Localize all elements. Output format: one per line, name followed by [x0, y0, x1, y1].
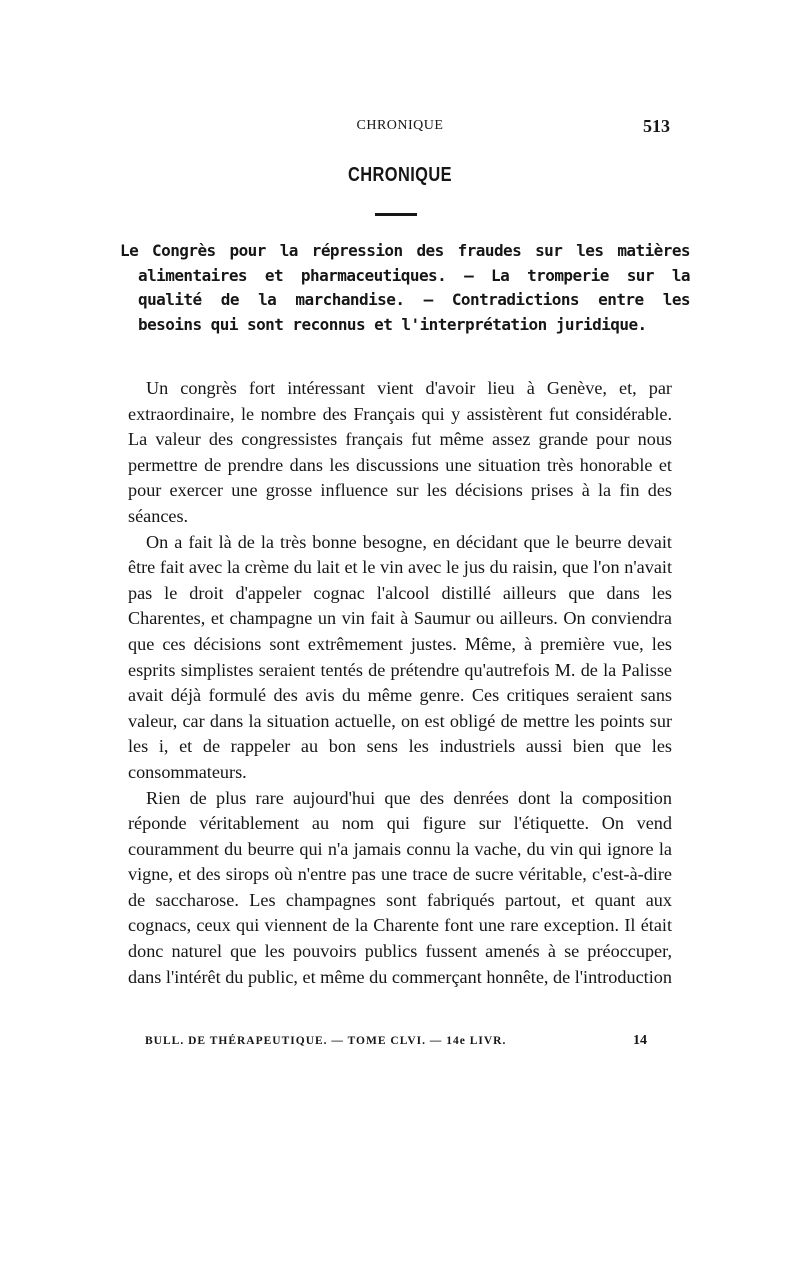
chapter-summary: Le Congrès pour la répression des fraudes sur les matières alimentaires et pharmaceutiques. — La tromperie sur la qualité de la marchandise. — Contradictions entre les besoins qui sont reconnus et l'interprétation juridique.	[120, 241, 690, 334]
title-rule	[375, 213, 417, 216]
page-footer	[145, 1033, 655, 1053]
running-title: CHRONIQUE	[356, 118, 444, 133]
page-number: 513	[643, 116, 670, 136]
running-header	[130, 118, 670, 138]
paragraph-2: On a fait là de la très bonne besogne, en décidant que le beurre devait être fait avec la crème du lait et le vin avec le jus du raisin, que l'on n'avait pas le droit d'appeler cognac l'alcool distillé ailleurs que dans les Charentes, et champagne un vin fait à Saumur ou ailleurs. On conviendra que ces décisions sont extrêmement justes. Même, à première vue, les esprits simplistes seraient tentés de prétendre qu'autrefois M. de la Palisse avait déjà formulé des avis du même genre. Ces critiques seraient sans valeur, car dans la situation actuelle, on est obligé de mettre les points sur les i, et de rappeler au bon sens les industriels aussi bien que les consommateurs.	[128, 531, 672, 782]
chapter-title: CHRONIQUE	[348, 164, 452, 186]
footer-publication: BULL. DE THÉRAPEUTIQUE. — TOME CLVI. — 14e LIVR.	[145, 1035, 507, 1047]
paragraph-1: Un congrès fort intéressant vient d'avoir lieu à Genève, et, par extraordinaire, le nombre des Français qui y assistèrent fut considérable. La valeur des congressistes français fut même assez grande pour nous permettre de prendre dans les discussions une situation très honorable et pour exercer une grosse influence sur les décisions prises à la fin des séances.	[128, 378, 672, 526]
paragraph-3: Rien de plus rare aujourd'hui que des denrées dont la composition réponde véritablement au nom qui figure sur l'étiquette. On vend couramment du beurre qui n'a jamais connu la vache, du vin qui ignore la vigne, et des sirops où n'entre pas une trace de sucre véritable, c'est-à-dire de saccharose. Les champagnes sont fabriqués partout, et quant aux cognacs, ceux qui viennent de la Charente font une rare exception. Il était donc naturel que les pouvoirs publics fussent amenés à se préoccuper, dans l'intérêt du public, et même du commerçant honnête, de l'introduction	[128, 787, 672, 987]
signature-mark: 14	[633, 1033, 647, 1048]
body-text	[128, 376, 672, 990]
